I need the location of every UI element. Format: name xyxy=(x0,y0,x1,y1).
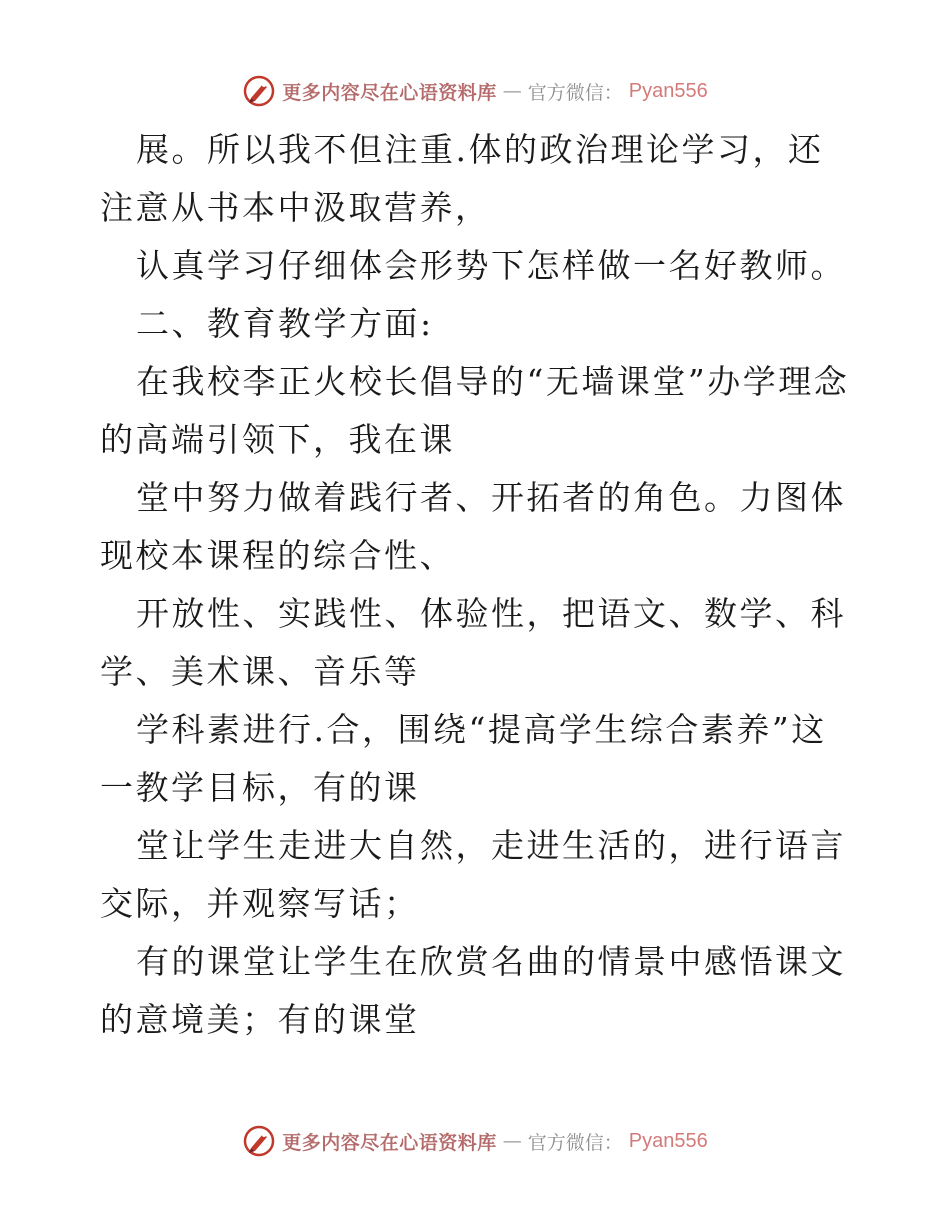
pen-logo-icon xyxy=(242,74,276,108)
header-banner xyxy=(0,71,950,111)
header-wechat-id: Pyan556 xyxy=(628,79,708,102)
document-body xyxy=(100,121,856,1049)
footer-wechat-label: 官方微信： xyxy=(527,1131,623,1154)
header-wechat-label: 官方微信： xyxy=(527,81,623,104)
header-separator: — xyxy=(502,80,522,102)
paragraph: 堂让学生走进大自然，走进生活的，进行语言交际，并观察写话； xyxy=(100,826,846,923)
paragraph: 二、教育教学方面: xyxy=(136,304,434,343)
footer-banner xyxy=(0,1121,950,1161)
footer-wechat-id: Pyan556 xyxy=(628,1129,708,1152)
footer-site-text: 更多内容尽在心语资料库 xyxy=(282,1131,497,1154)
paragraph: 开放性、实践性、体验性，把语文、数学、科学、美术课、音乐等 xyxy=(100,594,846,691)
paragraph: 学科素进行.合，围绕“提高学生综合素养”这一教学目标，有的课 xyxy=(100,710,827,807)
header-site-text: 更多内容尽在心语资料库 xyxy=(282,81,497,104)
pen-logo-icon xyxy=(242,1124,276,1158)
paragraph: 堂中努力做着践行者、开拓者的角色。力图体现校本课程的综合性、 xyxy=(100,478,846,575)
paragraph: 在我校李正火校长倡导的“无墙课堂”办学理念的高端引领下，我在课 xyxy=(100,362,850,459)
paragraph: 展。所以我不但注重.体的政治理论学习，还注意从书本中汲取营养， xyxy=(100,130,824,227)
footer-separator: — xyxy=(502,1130,522,1152)
paragraph: 有的课堂让学生在欣赏名曲的情景中感悟课文的意境美；有的课堂 xyxy=(100,942,846,1039)
paragraph: 认真学习仔细体会形势下怎样做一名好教师。 xyxy=(136,246,846,285)
